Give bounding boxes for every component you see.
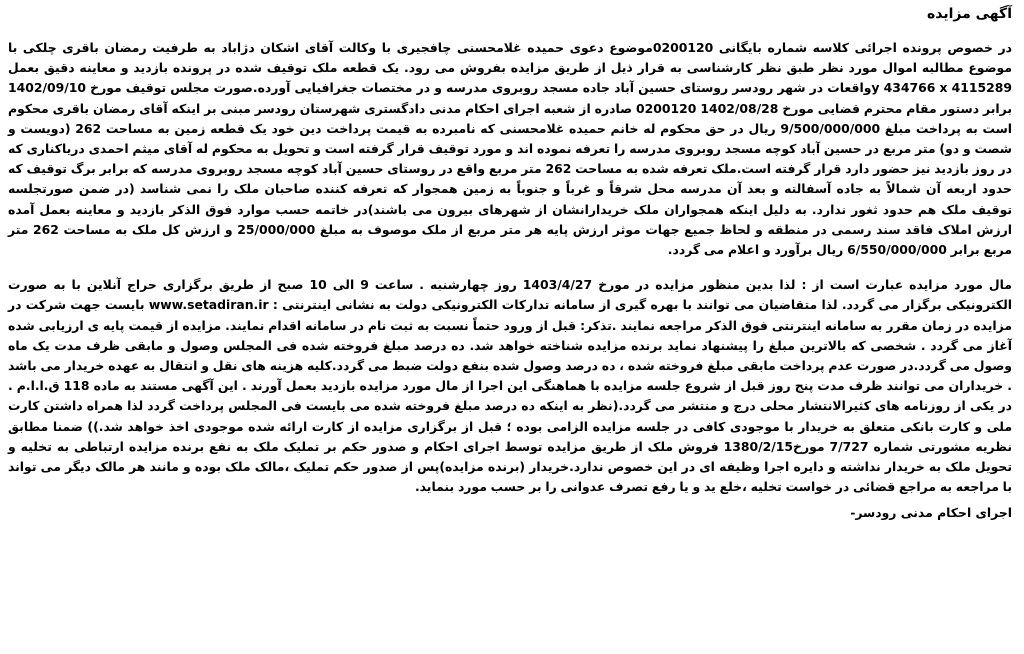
auction-terms-paragraph: مال مورد مزایده عبارت است از : لذا بدین منظور مزایده در مورخ 1403/4/27 روز چهارشنبه . ساعت 9 الی 10 صبح از طریق برگزاری حراج آنلاین با به صورت الکترونیکی برگزار می گردد. لذا متقاضیان می توانند با بهره گیری از سامانه تدارکات الکترونیکی دولت به نشانی اینترنتی : www.setadiran.ir بایست جهت شرکت در مزایده در زمان مقرر به سامانه اینترنتی فوق الذکر مراجعه نمایند .تذکر: قبل از ورود حتماً نسبت به ثبت نام در سامانه اقدام نمایند. مزایده از قیمت پایه ی ارزیابی شده آغاز می گردد . شخصی که بالاترین مبلغ را پیشنهاد نماید برنده مزایده شناخته خواهد شد. ده درصد مبلغ فروخته شده فی المجلس وصول و مابقی ظرف مدت یک ماه وصول می گردد.در صورت عدم پرداخت مابقی مبلغ فروخته شده ، ده درصد وصول شده بنفع دولت ضبط می گردد.کلیه هزینه های نقل و انتقال به عهده خریدار می باشد . خریداران می توانند ظرف مدت پنج روز قبل از شروع جلسه مزایده با هماهنگی این اجرا از مال مورد مزایده بازدید بعمل آورند . این آگهی مستند به ماده 118 ق.ا.ا.م . در یکی از روزنامه های کثیرالانتشار محلی درج و منتشر می گردد.(نظر به اینکه ده درصد مبلغ فروخته شده می بایست فی المجلس پرداخت گردد لذا همراه داشتن کارت ملی و کارت بانکی متعلق به خریدار با موجودی کافی در جلسه مزایده الزامی بوده ؛ قبل از برگزاری مزایده از کارت ارائه شده موجودی اخذ خواهد شد.)) ضمنا مطابق نظریه مشورتی شماره 7/727 مورخ1380/2/15 فروش ملک از طریق مزایده توسط اجرای احکام و صدور حکم بر تملیک ملک به نفع برنده مزایده ارتباطی به تخلیه و تحویل ملک به خریدار نداشته و دایره اجرا وظیفه ای در این خصوص ندارد.خریدار (برنده مزایده)پس از صدور حکم تملیک ،مالک ملک بوده و مانند هر مالک دیگر می تواند با مراجعه به مراجع قضائی در خواست تخلیه ،خلع ید و یا رفع تصرف عدوانی را بر حسب مورد بنماید. (8, 277, 1012, 495)
case-details-paragraph: در خصوص پرونده اجرائی کلاسه شماره بایگانی 0200120موضوع دعوی حمیده غلامحسنی چافجیری با وکالت آقای اشکان دژاباد به طرفیت رمضان باقری چلکی با موضوع مطالبه اموال مورد نظر طبق نظر کارشناسی به قرار ذیل از طریق مزایده بفروش می رود. یک قطعه ملک توقیف شده در پرونده بازدید و معاینه دقیق بعمل 4115289 y 434766 xواقعات در شهر رودسر روستای حسین آباد جاده مسجد روبروی مدرسه و در مختصات جغرافیایی آورده.صورت مجلس توقیف مورخ 1402/09/10 برابر دستور مقام محترم قضایی مورخ 1402/08/28 0200120 صادره از شعبه اجرای احکام مدنی دادگستری شهرستان رودسر مبنی بر اینکه آقای رمضان باقری محکوم است به پرداخت مبلغ 9/500/000/000 ریال در حق محکوم له خانم حمیده غلامحسنی که نامبرده به قیمت پرداخت دین خود یک قطعه زمین به مساحت 262 (دویست و شصت و دو) متر مربع در حسین آباد کوچه مسجد روبروی مدرسه را تعرفه نموده اند و مورد توقیف قرار گرفته است و تحویل به محکوم له آقای میثم احمدی دریاکناری که در روز بازدید نیز حضور دارد قرار گرفته است.ملک تعرفه شده به مساحت 262 متر مربع واقع در روستای حسین آباد کوچه مسجد روبروی مدرسه که برابر برگ توقیف که حدود اربعه آن شمالاً به جاده آسفالته و بعد آن مدرسه محل شرقاً و غرباً و جنوباً به زمین همجوار که تعرفه کننده صاحبان ملک را نمی شناسد (در ضمن صورتجلسه توقیف ملک هم حدود ثغور ندارد. به دلیل اینکه همجواران ملک خریدارانشان از شهرهای بیرون می باشند)در خاتمه حسب موارد فوق الذکر بازدید و معاینه بعمل آمده ارزش املاک فاقد سند رسمی در منطقه و لحاظ جمیع جهات موثر ارزش پایه هر متر مربع از ملک موصوف به مبلغ 25/000/000 و ارزش کل ملک به مساحت 262 متر مربع برابر 6/550/000/000 ریال برآورد و اعلام می گردد. (8, 40, 1012, 258)
notice-title: آگهی مزایده (926, 6, 1012, 22)
issuer-signature: اجرای احکام مدنی رودسر- (850, 505, 1012, 521)
